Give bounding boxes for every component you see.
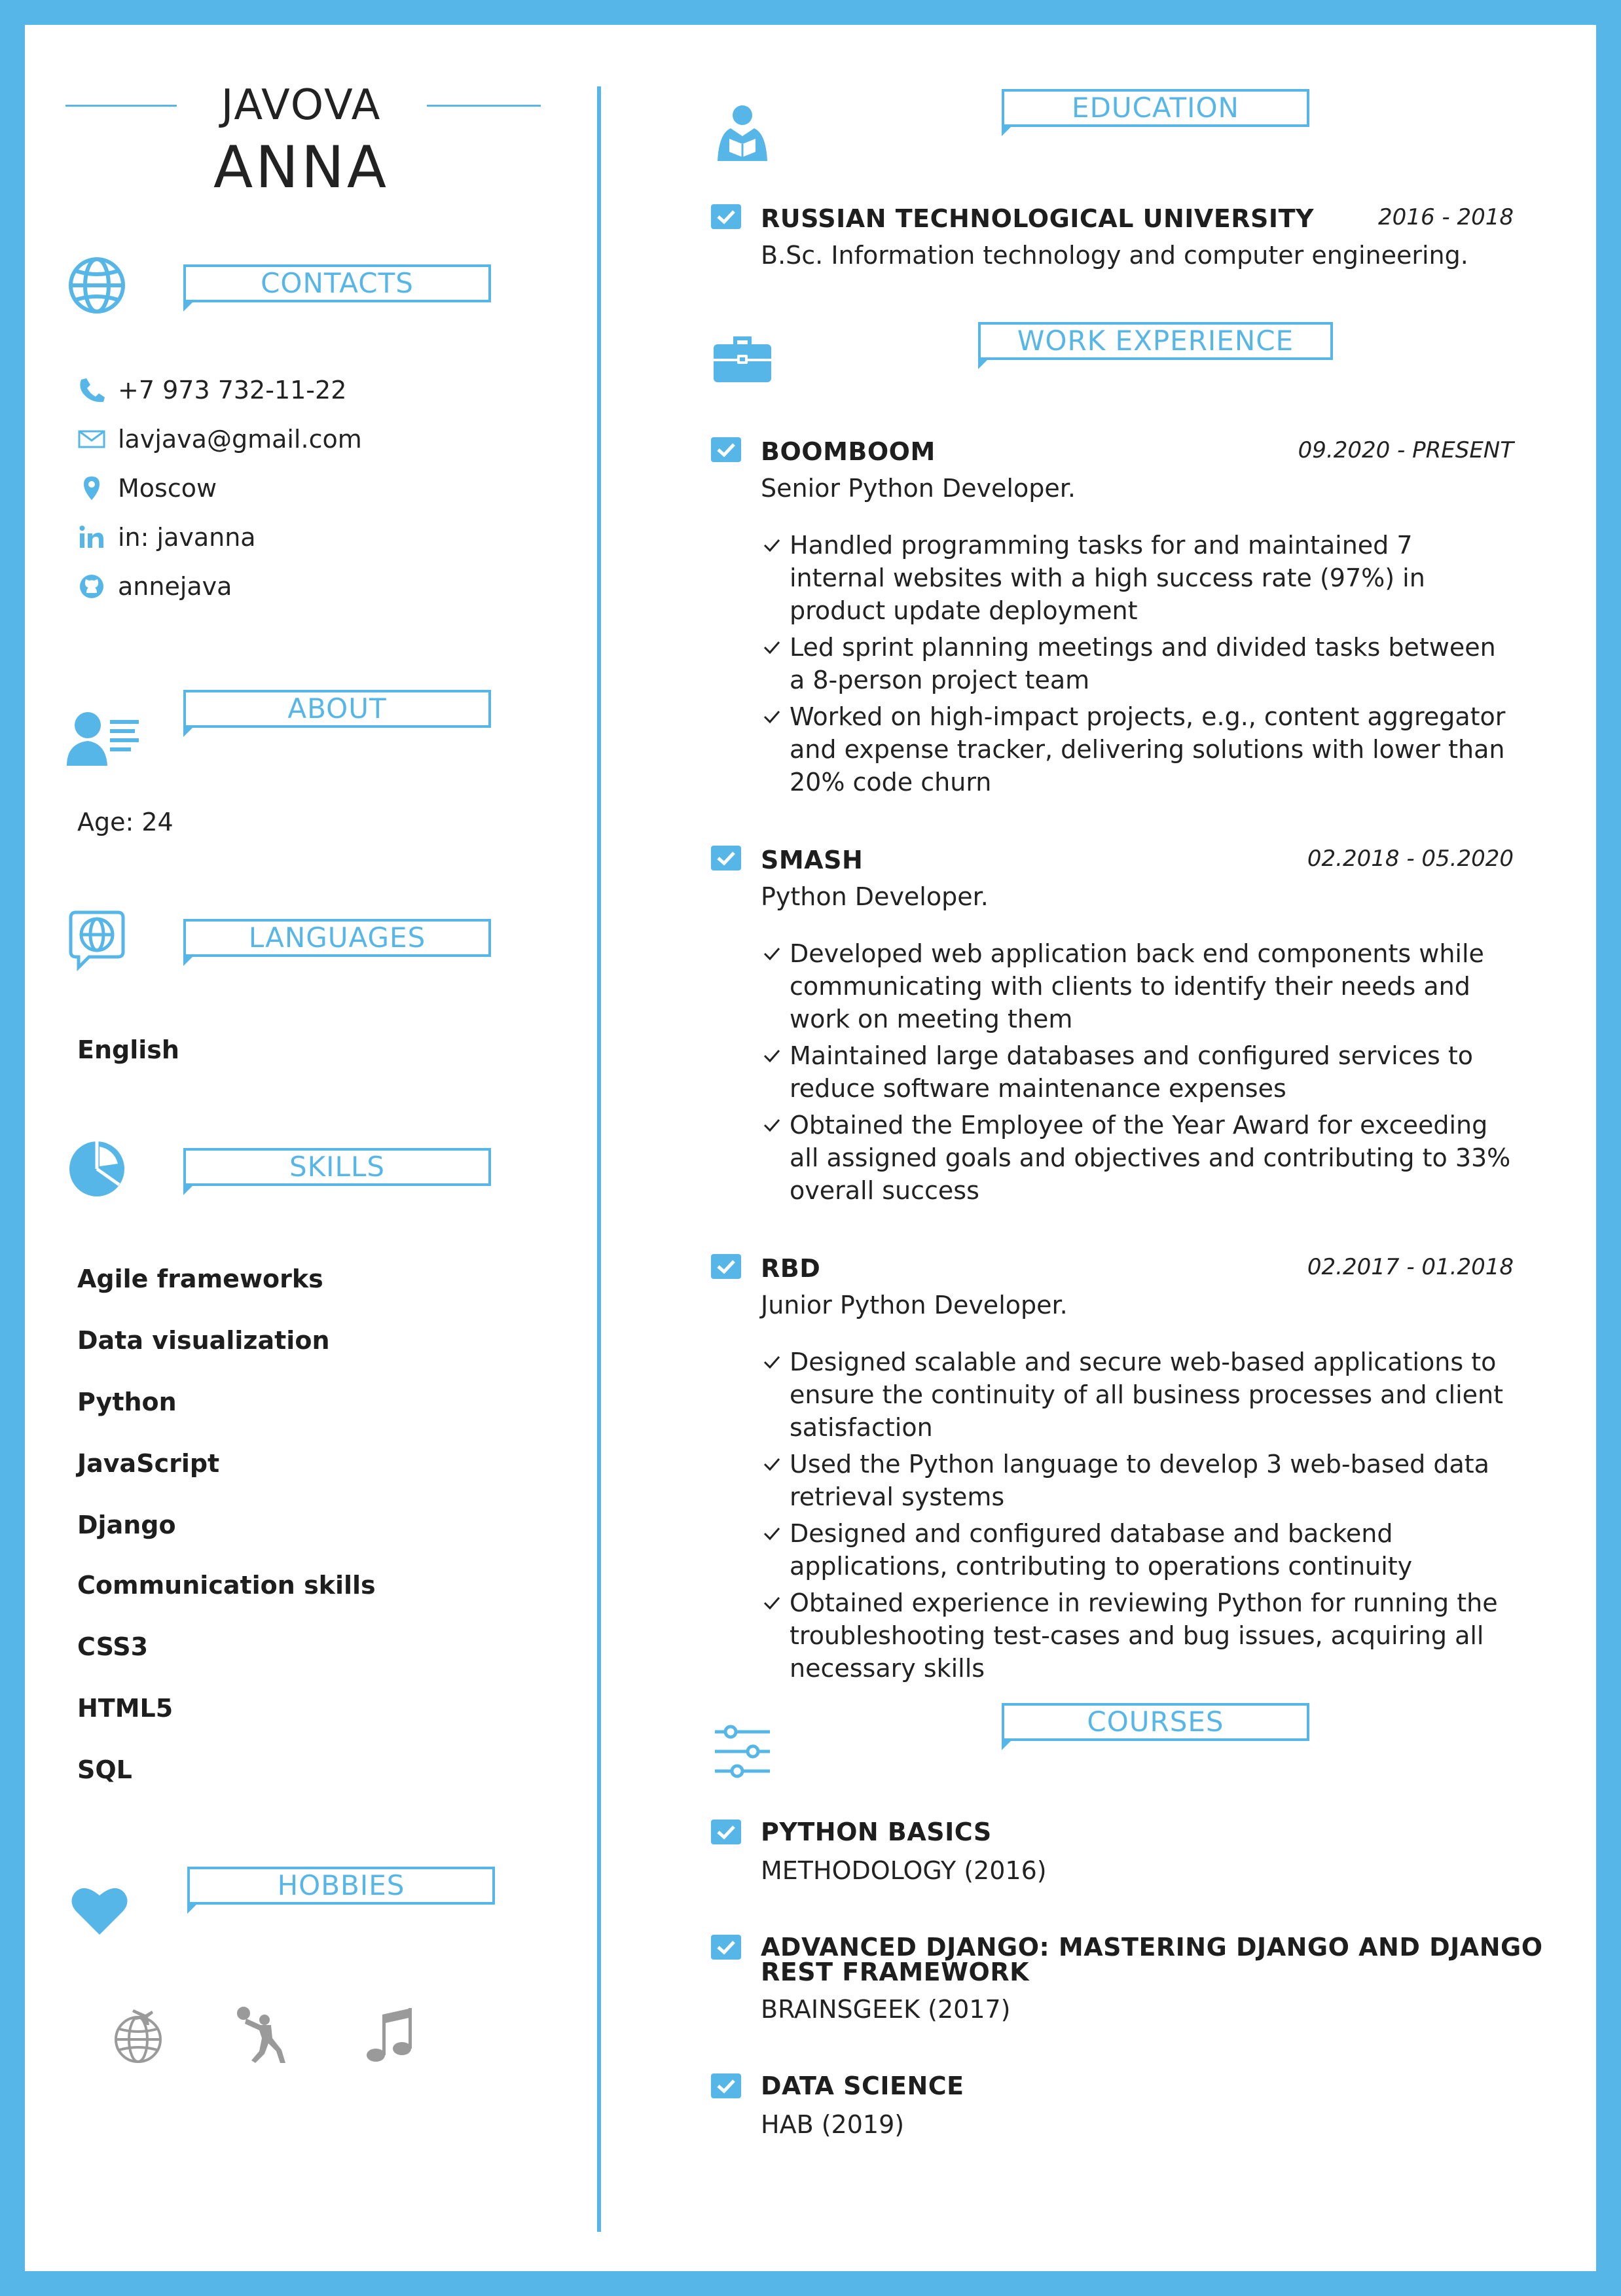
education-school: RUSSIAN TECHNOLOGICAL UNIVERSITY xyxy=(761,204,1315,233)
first-name: JAVOVA xyxy=(221,81,382,130)
contacts-heading: CONTACTS xyxy=(183,264,491,302)
location-pin-icon xyxy=(77,475,106,501)
job-dates: 02.2018 - 05.2020 xyxy=(1307,846,1514,872)
skill-item: Communication skills xyxy=(77,1571,376,1600)
job-company: RBD xyxy=(761,1254,821,1283)
skill-item: SQL xyxy=(77,1755,132,1784)
profile-card-icon xyxy=(64,706,141,768)
linkedin-text: in: javanna xyxy=(118,523,256,552)
check-icon xyxy=(711,846,741,870)
job-bullets xyxy=(761,937,1514,1211)
job-bullet: Led sprint planning meetings and divided tasks between a 8-person project team xyxy=(761,631,1514,696)
job-bullet: Obtained the Employee of the Year Award for exceeding all assigned goals and objectives and contributing to 33% overall success xyxy=(761,1109,1514,1207)
last-name: ANNA xyxy=(213,134,390,201)
job-bullets xyxy=(761,1346,1514,1689)
education-degree: B.Sc. Information technology and computer engineering. xyxy=(761,241,1468,270)
course-provider: METHODOLOGY (2016) xyxy=(761,1856,1047,1885)
language-item: English xyxy=(77,1035,179,1064)
check-icon xyxy=(711,2073,741,2098)
music-notes-icon xyxy=(359,2003,418,2064)
course-provider: BRAINSGEEK (2017) xyxy=(761,1995,1011,2024)
resume-page xyxy=(25,25,1596,2271)
skill-item: JavaScript xyxy=(77,1449,220,1478)
job-bullets xyxy=(761,529,1514,802)
check-icon xyxy=(711,204,741,229)
heart-icon xyxy=(68,1878,131,1941)
job-bullet: Obtained experience in reviewing Python for running the troubleshooting test-cases and bug issues, acquiring all necessary skills xyxy=(761,1587,1514,1685)
course-title: ADVANCED DJANGO: MASTERING DJANGO AND DJANGO REST FRAMEWORK xyxy=(761,1933,1543,1986)
briefcase-icon xyxy=(711,326,774,389)
github-icon xyxy=(77,573,106,600)
phone-icon xyxy=(77,377,106,403)
skills-heading: SKILLS xyxy=(183,1148,491,1186)
job-bullet: Designed scalable and secure web-based applications to ensure the continuity of all business processes and client satisfaction xyxy=(761,1346,1514,1444)
job-bullet: Designed and configured database and backend applications, contributing to operations continuity xyxy=(761,1517,1514,1583)
globe-icon xyxy=(65,254,128,317)
envelope-icon xyxy=(77,426,106,452)
education-dates: 2016 - 2018 xyxy=(1378,204,1514,230)
job-bullet: Used the Python language to develop 3 web-based data retrieval systems xyxy=(761,1448,1514,1513)
skill-item: Agile frameworks xyxy=(77,1265,323,1293)
check-icon xyxy=(711,1254,741,1279)
check-icon xyxy=(711,1820,741,1844)
language-globe-icon xyxy=(65,908,128,971)
job-role: Junior Python Developer. xyxy=(761,1291,1068,1319)
skill-item: HTML5 xyxy=(77,1694,173,1723)
globe-plane-icon xyxy=(110,2005,166,2064)
skill-item: CSS3 xyxy=(77,1632,149,1661)
job-bullet: Maintained large databases and configured services to reduce software maintenance expenses xyxy=(761,1039,1514,1105)
job-company: SMASH xyxy=(761,846,864,874)
skill-item: Python xyxy=(77,1388,177,1416)
work-heading: WORK EXPERIENCE xyxy=(978,322,1333,360)
job-bullet: Worked on high-impact projects, e.g., content aggregator and expense tracker, delivering solutions with lower than 20% code churn xyxy=(761,700,1514,798)
courses-heading: COURSES xyxy=(1002,1703,1309,1741)
location-text: Moscow xyxy=(118,474,217,503)
check-icon xyxy=(711,1935,741,1960)
about-heading: ABOUT xyxy=(183,690,491,728)
job-dates: 02.2017 - 01.2018 xyxy=(1307,1254,1514,1280)
job-role: Python Developer. xyxy=(761,882,989,911)
pie-chart-icon xyxy=(65,1138,128,1200)
column-divider xyxy=(597,86,601,2232)
job-role: Senior Python Developer. xyxy=(761,474,1076,503)
job-company: BOOMBOOM xyxy=(761,437,936,466)
hobbies-heading: HOBBIES xyxy=(187,1867,495,1905)
check-icon xyxy=(711,437,741,462)
student-reading-icon xyxy=(711,102,774,165)
skill-item: Django xyxy=(77,1511,176,1539)
course-title: PYTHON BASICS xyxy=(761,1818,992,1846)
basketball-player-icon xyxy=(233,2005,292,2064)
education-heading: EDUCATION xyxy=(1002,89,1309,127)
job-bullet: Handled programming tasks for and maintained 7 internal websites with a high success rate (97%) in product update deployment xyxy=(761,529,1514,627)
course-title: DATA SCIENCE xyxy=(761,2072,964,2100)
job-bullet: Developed web application back end components while communicating with clients to identify their needs and work on meeting them xyxy=(761,937,1514,1035)
github-text: annejava xyxy=(118,572,232,601)
sliders-icon xyxy=(711,1720,774,1783)
languages-heading: LANGUAGES xyxy=(183,919,491,957)
email-text: lavjava@gmail.com xyxy=(118,425,362,454)
age-text: Age: 24 xyxy=(77,808,173,836)
linkedin-icon xyxy=(77,524,106,550)
skill-item: Data visualization xyxy=(77,1326,330,1355)
phone-text: +7 973 732-11-22 xyxy=(118,376,347,404)
course-provider: HAB (2019) xyxy=(761,2110,905,2139)
job-dates: 09.2020 - PRESENT xyxy=(1298,437,1514,463)
